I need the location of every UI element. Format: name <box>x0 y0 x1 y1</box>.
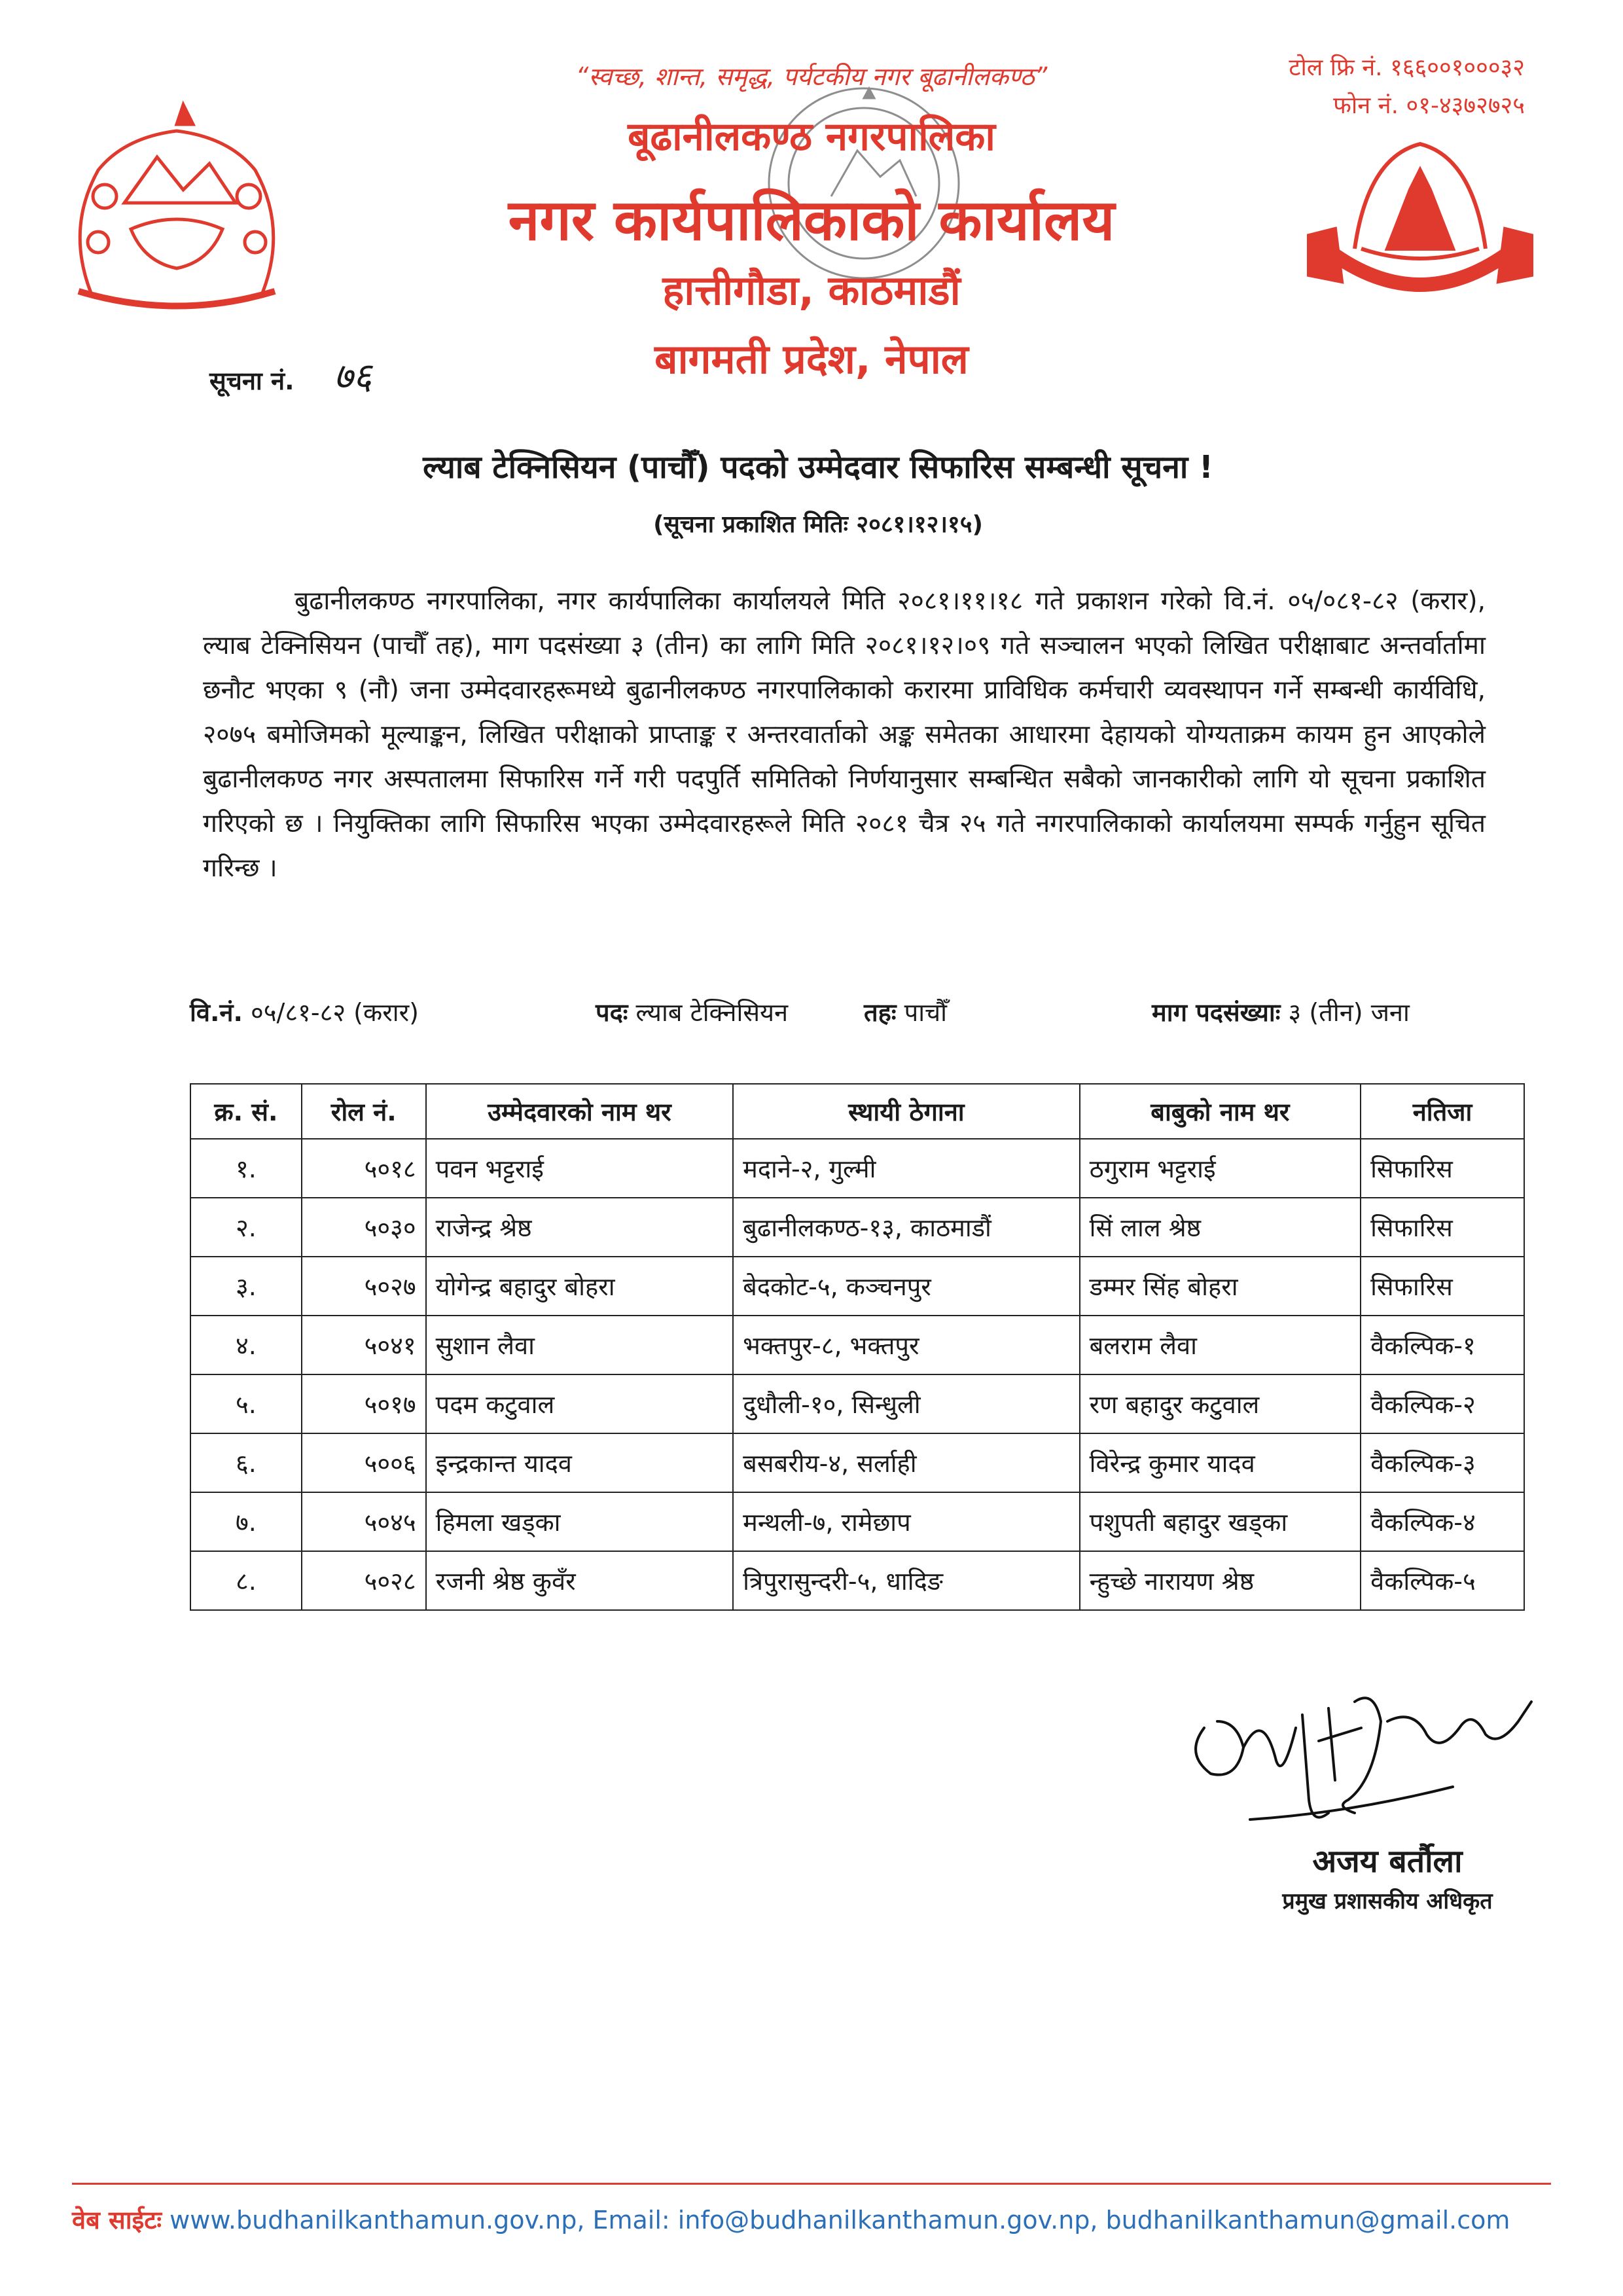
table-row <box>190 1198 1524 1257</box>
table-cell: न्हुच्छे नारायण श्रेष्ठ <box>1080 1551 1361 1610</box>
table-row <box>190 1257 1524 1316</box>
col-header: नतिजा <box>1361 1084 1524 1139</box>
level <box>864 995 947 1029</box>
table-cell: सिफारिस <box>1361 1139 1524 1198</box>
post <box>596 995 788 1029</box>
col-header: क्र. सं. <box>190 1084 302 1139</box>
table-cell: ७. <box>190 1492 302 1551</box>
table-cell: विरेन्द्र कुमार यादव <box>1080 1433 1361 1492</box>
footer-contacts: www.budhanilkanthamun.gov.np, Email: info@budhanilkanthamun.gov.np, budhanilkanthamun@gmail.com <box>169 2206 1510 2234</box>
table-cell: इन्द्रकान्त यादव <box>426 1433 733 1492</box>
table-cell: त्रिपुरासुन्दरी-५, धादिङ <box>733 1551 1080 1610</box>
table-cell: ५०३० <box>302 1198 426 1257</box>
handwritten-signature-icon <box>1178 1649 1544 1859</box>
adv-number <box>190 995 419 1029</box>
table-cell: बलराम लैवा <box>1080 1316 1361 1374</box>
motto: “स्वच्छ, शान्त, समृद्ध, पर्यटकीय नगर बूढानीलकण्ठ” <box>575 62 1048 91</box>
table-cell: ठगुराम भट्टराई <box>1080 1139 1361 1198</box>
notice-body: बुढानीलकण्ठ नगरपालिका, नगर कार्यपालिका कार्यालयले मिति २०८१।११।१८ गते प्रकाशन गरेको वि.नं. ०५/०८१-८२ (करार), ल्याब टेक्निसियन (पाचौँ तह), माग पदसंख्या ३ (तीन) का लागि मिति २०८१।१२।०९ गते सञ्चालन भएको लिखित परीक्षाबाट अन्तर्वार्तामा छनौट भएका ९ (नौ) जना उम्मेदवारहरूमध्ये बुढानीलकण्ठ नगरपालिकाको करारमा प्राविधिक कर्मचारी व्यवस्थापन गर्ने सम्बन्धी कार्यविधि, २०७५ बमोजिमको मूल्याङ्कन, लिखित परीक्षाको प्राप्ताङ्क र अन्तरवार्ताको अङ्क समेतका आधारमा देहायको योग्यताक्रम कायम हुन आएकोले बुढानीलकण्ठ नगर अस्पतालमा सिफारिस गर्ने गरी पदपुर्ति समितिको निर्णयानुसार सम्बन्धित सबैको जानकारीको लागि यो सूचना प्रकाशित गरिएको छ । नियुक्तिका लागि सिफारिस भएका उम्मेदवारहरूले मिति २०८१ चैत्र २५ गते नगरपालिकाको कार्यालयमा सम्पर्क गर्नुहुन सूचित गरिन्छ । <box>203 586 1486 883</box>
table-cell: योगेन्द्र बहादुर बोहरा <box>426 1257 733 1316</box>
table-cell: वैकल्पिक-५ <box>1361 1551 1524 1610</box>
table-cell: ५. <box>190 1374 302 1433</box>
table-cell: पदम कटुवाल <box>426 1374 733 1433</box>
footer-label: वेब साईटः <box>72 2206 162 2234</box>
table-cell: ५०२८ <box>302 1551 426 1610</box>
level-value: पाचौँ <box>904 998 948 1027</box>
office-name: नगर कार्यपालिकाको कार्यालय <box>508 188 1115 253</box>
contact-block <box>1289 49 1525 125</box>
table-cell: सिं लाल श्रेष्ठ <box>1080 1198 1361 1257</box>
table-cell: ४. <box>190 1316 302 1374</box>
adv-value: ०५/८१-८२ (करार) <box>251 998 419 1027</box>
table-cell: भक्तपुर-८, भक्तपुर <box>733 1316 1080 1374</box>
table-cell: सुशान लैवा <box>426 1316 733 1374</box>
signatory-title: प्रमुख प्रशासकीय अधिकृत <box>1282 1888 1493 1914</box>
table-cell: बसबरीय-४, सर्लाही <box>733 1433 1080 1492</box>
table-cell: ५०१८ <box>302 1139 426 1198</box>
table-cell: बेदकोट-५, कञ्चनपुर <box>733 1257 1080 1316</box>
table-row <box>190 1139 1524 1198</box>
phone: फोन नं. ०१-४३७२७२५ <box>1333 92 1525 119</box>
table-row <box>190 1492 1524 1551</box>
table-cell: ५००६ <box>302 1433 426 1492</box>
table-row <box>190 1551 1524 1610</box>
table-cell: १. <box>190 1139 302 1198</box>
table-cell: मन्थली-७, रामेछाप <box>733 1492 1080 1551</box>
col-header: स्थायी ठेगाना <box>733 1084 1080 1139</box>
footer-divider <box>72 2183 1551 2185</box>
table-cell: बुढानीलकण्ठ-१३, काठमाडौं <box>733 1198 1080 1257</box>
table-cell: राजेन्द्र श्रेष्ठ <box>426 1198 733 1257</box>
table-cell: ५०४१ <box>302 1316 426 1374</box>
table-row <box>190 1316 1524 1374</box>
toll-free: टोल फ्रि नं. १६६००१०००३२ <box>1289 54 1525 81</box>
post-value: ल्याब टेक्निसियन <box>635 998 789 1027</box>
demand-value: ३ (तीन) जना <box>1288 998 1410 1027</box>
footer <box>72 2202 1577 2236</box>
table-row <box>190 1433 1524 1492</box>
table-cell: दुधौली-१०, सिन्धुली <box>733 1374 1080 1433</box>
table-cell: ६. <box>190 1433 302 1492</box>
published-date: (सूचना प्रकाशित मितिः २०८१।१२।१५) <box>653 511 983 538</box>
table-cell: सिफारिस <box>1361 1257 1524 1316</box>
org-name: बूढानीलकण्ठ नगरपालिका <box>628 114 995 160</box>
table-cell: पशुपती बहादुर खड्का <box>1080 1492 1361 1551</box>
candidate-table <box>190 1083 1525 1611</box>
notice-label: सूचना नं. <box>209 367 294 395</box>
table-cell: डम्मर सिंह बोहरा <box>1080 1257 1361 1316</box>
table-cell: २. <box>190 1198 302 1257</box>
demand-label: माग पदसंख्याः <box>1152 998 1281 1027</box>
level-label: तहः <box>864 998 897 1027</box>
table-header-row <box>190 1084 1524 1139</box>
table-cell: ५०४५ <box>302 1492 426 1551</box>
office-province: बागमती प्रदेश, नेपाल <box>654 335 969 383</box>
demand <box>1152 995 1410 1029</box>
table-cell: सिफारिस <box>1361 1198 1524 1257</box>
table-cell: रजनी श्रेष्ठ कुवँर <box>426 1551 733 1610</box>
table-cell: पवन भट्टराई <box>426 1139 733 1198</box>
adv-label: वि.नं. <box>190 998 243 1027</box>
table-cell: रण बहादुर कटुवाल <box>1080 1374 1361 1433</box>
col-header: बाबुको नाम थर <box>1080 1084 1361 1139</box>
table-row <box>190 1374 1524 1433</box>
municipality-logo-icon <box>1296 118 1544 314</box>
office-address: हात्तीगौडा, काठमाडौं <box>662 266 961 314</box>
table-cell: ३. <box>190 1257 302 1316</box>
post-label: पदः <box>596 998 628 1027</box>
table-cell: हिमला खड्का <box>426 1492 733 1551</box>
signatory-name: अजय बर्तौला <box>1312 1843 1463 1880</box>
table-cell: ८. <box>190 1551 302 1610</box>
notice-title: ल्याब टेक्निसियन (पाचौँ) पदको उम्मेदवार सिफारिस सम्बन्धी सूचना ! <box>423 449 1213 486</box>
table-cell: वैकल्पिक-४ <box>1361 1492 1524 1551</box>
table-cell: वैकल्पिक-२ <box>1361 1374 1524 1433</box>
col-header: रोल नं. <box>302 1084 426 1139</box>
nepal-emblem-icon <box>52 98 301 321</box>
notice-number: ७६ <box>334 355 372 398</box>
table-cell: वैकल्पिक-३ <box>1361 1433 1524 1492</box>
table-cell: वैकल्पिक-१ <box>1361 1316 1524 1374</box>
table-cell: मदाने-२, गुल्मी <box>733 1139 1080 1198</box>
table-cell: ५०२७ <box>302 1257 426 1316</box>
col-header: उम्मेदवारको नाम थर <box>426 1084 733 1139</box>
table-cell: ५०१७ <box>302 1374 426 1433</box>
